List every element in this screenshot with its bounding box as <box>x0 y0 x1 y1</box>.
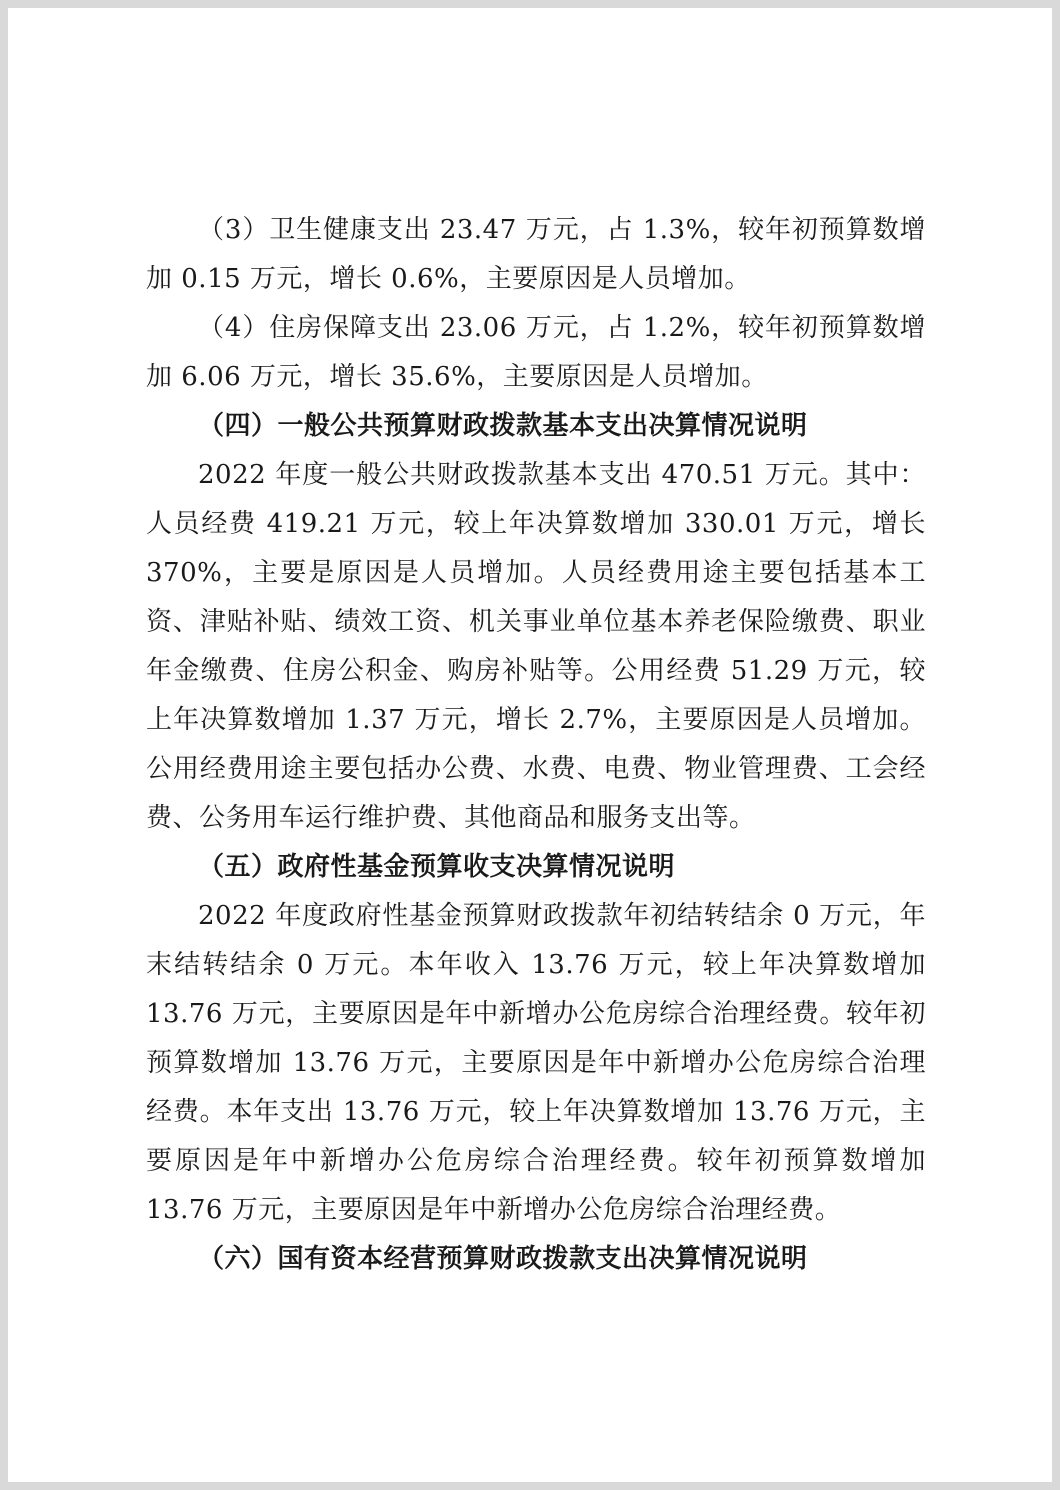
heading-section-6: （六）国有资本经营预算财政拨款支出决算情况说明 <box>198 1244 808 1274</box>
para-government-fund: 2022 年度政府性基金预算财政拨款年初结转结余 0 万元，年末结转结余 0 万元。本年收入 13.76 万元，较上年决算数增加13.76 万元，主要原因是年中新增办公危房综合治理经费。较年初预算数增加 13.76 万元，主要原因是年中新增办公危房综合治理经费。本年支出 13.76 万元，较上年决算数增加 13.76 万元，主要原因是年中新增办公危房综合治理经费。较年初预算数增加13.76 万元，主要原因是年中新增办公危房综合治理经费。 <box>146 901 926 1225</box>
para-housing-expenditure: （4）住房保障支出 23.06 万元，占 1.2%，较年初预算数增加 6.06 万元，增长 35.6%，主要原因是人员增加。 <box>146 313 926 392</box>
heading-section-5: （五）政府性基金预算收支决算情况说明 <box>198 852 676 882</box>
document-page <box>8 8 1052 1482</box>
para-health-expenditure: （3）卫生健康支出 23.47 万元，占 1.3%，较年初预算数增加 0.15 万元，增长 0.6%，主要原因是人员增加。 <box>146 215 926 294</box>
document-body <box>146 206 926 1284</box>
heading-section-4: （四）一般公共预算财政拨款基本支出决算情况说明 <box>198 411 808 441</box>
para-basic-expenditure: 2022 年度一般公共财政拨款基本支出 470.51 万元。其中：人员经费 419.21 万元，较上年决算数增加 330.01 万元，增长370%，主要是原因是人员增加。人员经费用途主要包括基本工资、津贴补贴、绩效工资、机关事业单位基本养老保险缴费、职业年金缴费、住房公积金、购房补贴等。公用经费 51.29 万元，较上年决算数增加 1.37 万元，增长 2.7%，主要原因是人员增加。公用经费用途主要包括办公费、水费、电费、物业管理费、工会经费、公务用车运行维护费、其他商品和服务支出等。 <box>146 460 926 833</box>
